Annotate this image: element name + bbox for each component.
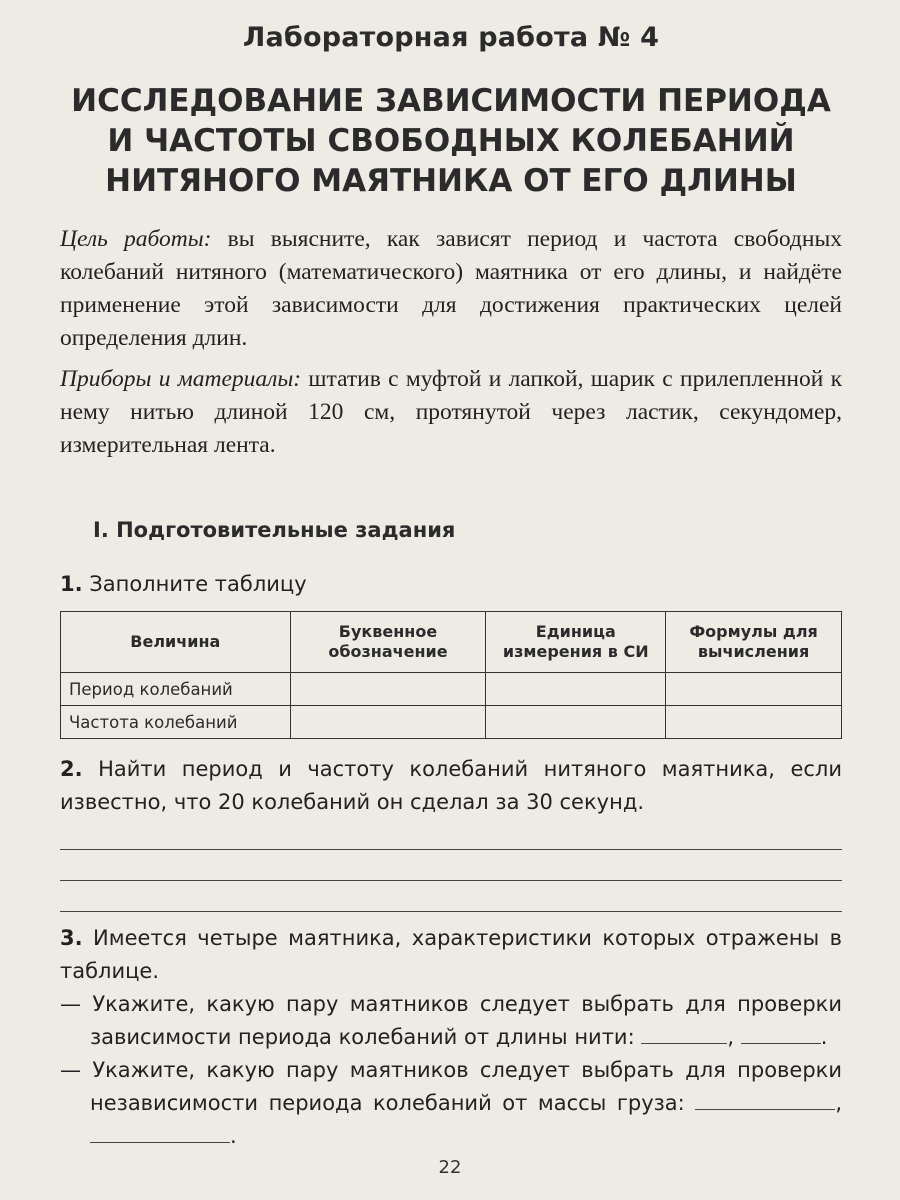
equipment-paragraph [60, 363, 842, 462]
task-3-item [60, 988, 842, 1054]
dash: — [60, 992, 81, 1016]
main-title-line: ИССЛЕДОВАНИЕ ЗАВИСИМОСТИ ПЕРИОДА [71, 83, 831, 119]
answer-line[interactable] [60, 850, 842, 881]
equipment-text: штатив с муфтой и лапкой, шарик с прилепленной к нему нитью длиной 120 см, протянутой через ластик, секундомер, измерительная лента. [60, 366, 842, 458]
goal-paragraph [60, 223, 842, 355]
blank-separator: , [727, 1025, 735, 1049]
answer-blank[interactable] [90, 1122, 230, 1143]
answer-cell[interactable] [290, 673, 486, 706]
task-2 [60, 753, 842, 819]
main-title-line: И ЧАСТОТЫ СВОБОДНЫХ КОЛЕБАНИЙ [107, 123, 795, 159]
task-2-number: 2. [60, 757, 83, 781]
quantities-table [60, 611, 842, 739]
page-number: 22 [438, 1157, 462, 1178]
task-3-item [60, 1054, 842, 1153]
item-end: . [230, 1124, 237, 1148]
task-3-text: Имеется четыре маятника, характеристики которых отражены в таблице. [60, 926, 842, 983]
table-header: Формулы для вычисления [666, 612, 842, 673]
answer-cell[interactable] [486, 706, 666, 739]
dash: — [60, 1058, 81, 1082]
answer-lines [60, 819, 842, 912]
answer-line[interactable] [60, 881, 842, 912]
task-1-number: 1. [60, 572, 83, 596]
answer-line[interactable] [60, 819, 842, 850]
task-2-text: Найти период и частоту колебаний нитяного маятника, если известно, что 20 колебаний он сделал за 30 секунд. [60, 757, 842, 814]
equipment-label: Приборы и материалы: [60, 366, 302, 392]
table-header: Величина [61, 612, 291, 673]
table-cell: Период колебаний [61, 673, 291, 706]
table-header: Буквенное обозначение [290, 612, 486, 673]
task-3-item-text: Укажите, какую пару маятников следует выбрать для проверки зависимости периода колебаний от длины нити: [81, 992, 842, 1049]
goal-text: вы выясните, как зависят период и частота свободных колебаний нитяного (математического) маятника от его длины, и найдёте применение этой зависимости для достижения практических целей определения длин. [60, 226, 842, 351]
answer-blank[interactable] [741, 1023, 821, 1044]
answer-cell[interactable] [290, 706, 486, 739]
answer-cell[interactable] [486, 673, 666, 706]
item-end: . [820, 1025, 828, 1049]
blank-separator: , [835, 1091, 842, 1115]
lab-title: Лабораторная работа № 4 [242, 22, 660, 53]
table-header: Единица измерения в СИ [486, 612, 666, 673]
answer-blank[interactable] [641, 1023, 727, 1044]
main-title-line: НИТЯНОГО МАЯТНИКА ОТ ЕГО ДЛИНЫ [105, 163, 797, 199]
answer-cell[interactable] [666, 706, 842, 739]
task-1-text: Заполните таблицу [82, 572, 307, 596]
table-row [61, 673, 842, 706]
task-3 [60, 922, 842, 988]
goal-label: Цель работы: [60, 226, 212, 252]
answer-blank[interactable] [695, 1089, 835, 1110]
section-title: I. Подготовительные задания [93, 518, 456, 542]
table-header-row [61, 612, 842, 673]
table-cell: Частота колебаний [61, 706, 291, 739]
main-title [60, 81, 842, 201]
task-1 [60, 568, 842, 601]
answer-cell[interactable] [666, 673, 842, 706]
task-3-number: 3. [60, 926, 83, 950]
table-row [61, 706, 842, 739]
task-3-item-text: Укажите, какую пару маятников следует выбрать для проверки независимости периода колебаний от массы груза: [81, 1058, 842, 1115]
